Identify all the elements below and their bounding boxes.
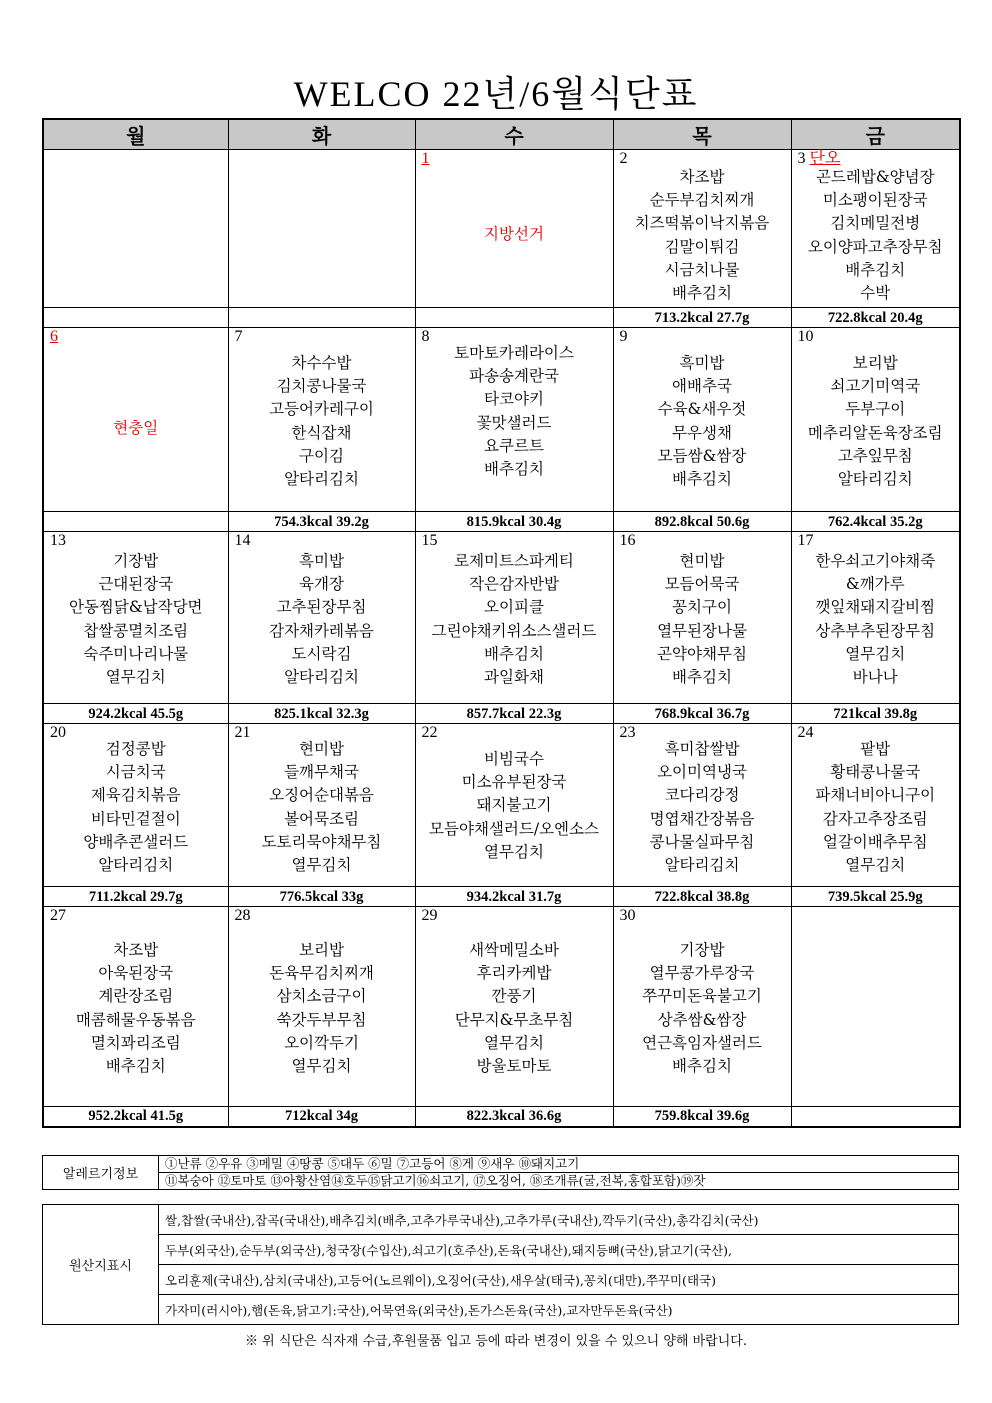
day-header-row xyxy=(43,119,960,150)
menu-item: 검정콩밥 xyxy=(105,740,166,758)
kcal-cell: 754.3kcal 39.2g xyxy=(228,512,415,532)
menu-item: 로제미트스파게티 xyxy=(454,552,574,570)
day-number: 13 xyxy=(50,532,66,549)
kcal-cell: 857.7kcal 22.3g xyxy=(415,704,613,724)
kcal-cell: 952.2kcal 41.5g xyxy=(43,1107,228,1127)
event-note: 현충일 xyxy=(113,419,159,437)
kcal-cell: 721kcal 39.8g xyxy=(791,704,960,724)
allergy-line-2: ⑪복숭아 ⑫토마토 ⑬아황산염⑭호두⑮닭고기⑯쇠고기, ⑰오징어, ⑱조개류(굴,전복,홍합포함)⑲잣 xyxy=(159,1173,959,1190)
menu-item: 메추리알돈육장조림 xyxy=(807,423,943,442)
menu-item: 고추된장무침 xyxy=(276,598,367,617)
menu-item: 돈육무김치찌개 xyxy=(269,964,374,983)
day-cell xyxy=(415,328,613,512)
menu-item: 차조밥 xyxy=(679,168,725,186)
menu-table xyxy=(42,118,961,1128)
menu-item: 미소유부된장국 xyxy=(461,773,567,792)
kcal-cell: 762.4kcal 35.2g xyxy=(791,512,960,532)
day-cell xyxy=(791,724,960,887)
day-cell xyxy=(791,328,960,512)
menu-item: 김말이튀김 xyxy=(664,237,740,256)
menu-item: 열무김치 xyxy=(105,668,166,687)
menu-item: 상추부추된장무침 xyxy=(815,621,936,640)
menu-item: 들깨무채국 xyxy=(284,763,359,782)
day-cell xyxy=(791,532,960,704)
menu-item: 수육&새우젓 xyxy=(657,400,747,419)
footnote: ※ 위 식단은 식자재 수급,후원물품 입고 등에 따라 변경이 있을 수 있으니 양해 바랍니다. xyxy=(245,1334,747,1349)
kcal-cell: 776.5kcal 33g xyxy=(228,887,415,907)
kcal-cell: 739.5kcal 25.9g xyxy=(791,887,960,907)
menu-items xyxy=(229,352,415,491)
day-cell xyxy=(43,532,228,704)
kcal-cell: 822.3kcal 36.6g xyxy=(415,1107,613,1127)
menu-item: 감자채카레볶음 xyxy=(269,621,374,640)
menu-item: 열무김치 xyxy=(291,1057,352,1076)
menu-item: 현미밥 xyxy=(679,552,725,570)
menu-item: 열무김치 xyxy=(845,644,906,663)
day-number: 1 xyxy=(421,150,430,167)
kcal-cell xyxy=(228,308,415,328)
menu-item: 흑미밥 xyxy=(679,354,725,372)
menu-item: 치즈떡볶이낙지볶음 xyxy=(634,214,770,233)
day-cell xyxy=(613,724,791,887)
menu-items xyxy=(416,550,613,689)
menu-item: &깨가루 xyxy=(845,575,905,594)
menu-item: 알타리김치 xyxy=(664,856,740,875)
menu-item: 기장밥 xyxy=(113,552,159,570)
day-cell xyxy=(228,907,415,1107)
menu-item: 구이김 xyxy=(299,446,344,465)
menu-item: 연근흑임자샐러드 xyxy=(642,1033,762,1052)
menu-item: 멸치꽈리조림 xyxy=(90,1033,181,1052)
menu-item: 쑥갓두부무침 xyxy=(276,1010,367,1029)
page-title: WELCO 22년/6월식단표 xyxy=(293,74,699,114)
menu-item: 곤약야채무침 xyxy=(657,644,747,663)
menu-item: 열무김치 xyxy=(291,856,352,875)
kcal-cell xyxy=(43,308,228,328)
origin-line-3: 오리훈제(국내산),삼치(국내산),고등어(노르웨이),오징어(국산),새우살(태국),꽁치(대만),쭈꾸미(태국) xyxy=(159,1265,959,1295)
week-row xyxy=(43,150,960,308)
kcal-cell: 934.2kcal 31.7g xyxy=(415,887,613,907)
allergy-line-1: ①난류 ②우유 ③메밀 ④땅콩 ⑤대두 ⑥밀 ⑦고등어 ⑧게 ⑨새우 ⑩돼지고기 xyxy=(159,1156,959,1173)
menu-item: 근대된장국 xyxy=(98,575,174,594)
day-cell xyxy=(791,907,960,1107)
menu-item: 배추김치 xyxy=(845,260,906,279)
menu-item: 열무김치 xyxy=(845,856,906,875)
menu-item: 안동찜닭&납작당면 xyxy=(68,598,203,617)
menu-item: 배추김치 xyxy=(672,284,732,303)
day-cell xyxy=(415,724,613,887)
menu-item: 파송송계란국 xyxy=(469,367,559,386)
menu-item: 요쿠르트 xyxy=(484,436,544,455)
day-cell xyxy=(228,150,415,308)
kcal-cell: 825.1kcal 32.3g xyxy=(228,704,415,724)
menu-item: 열무콩가루장국 xyxy=(649,964,755,983)
menu-item: 꽃맛샐러드 xyxy=(476,413,552,432)
menu-items xyxy=(614,550,791,689)
kcal-cell: 768.9kcal 36.7g xyxy=(613,704,791,724)
menu-item: 기장밥 xyxy=(679,941,725,959)
day-cell xyxy=(228,328,415,512)
menu-item: 무우생채 xyxy=(672,423,732,442)
menu-item: 알타리김치 xyxy=(837,470,913,489)
menu-item: 배추김치 xyxy=(484,644,544,663)
menu-item: 제육김치볶음 xyxy=(90,786,181,805)
origin-table xyxy=(42,1204,959,1325)
day-number: 2 xyxy=(619,150,628,167)
menu-items xyxy=(614,352,791,491)
day-cell xyxy=(43,724,228,887)
menu-item: 돼지불고기 xyxy=(476,796,552,815)
menu-item: 시금치나물 xyxy=(664,260,740,279)
day-cell xyxy=(613,150,791,308)
menu-item: 순두부김치찌개 xyxy=(649,191,755,210)
menu-item: 도시락김 xyxy=(291,644,352,663)
day-number: 28 xyxy=(234,907,251,924)
menu-item: 열무김치 xyxy=(484,1033,544,1052)
menu-item: 토마토카레라이스 xyxy=(454,344,574,362)
day-header-fri: 금 xyxy=(791,119,960,150)
menu-item: 오이미역냉국 xyxy=(657,763,747,782)
menu-item: 차수수밥 xyxy=(291,354,352,372)
menu-items xyxy=(44,939,228,1078)
holiday-label: 단오 xyxy=(809,150,841,167)
day-number: 20 xyxy=(50,724,66,741)
menu-item: 보리밥 xyxy=(299,941,344,959)
day-number: 17 xyxy=(797,532,814,549)
menu-item: 과일화채 xyxy=(484,668,544,687)
menu-item: 열무된장나물 xyxy=(657,621,747,640)
menu-items xyxy=(416,748,613,864)
menu-item: 고추잎무침 xyxy=(837,446,913,465)
menu-item: 파채너비아니구이 xyxy=(815,786,936,805)
kcal-cell xyxy=(415,308,613,328)
day-cell xyxy=(791,150,960,308)
menu-items xyxy=(792,550,960,689)
day-number: 27 xyxy=(50,907,66,924)
menu-item: 김치메밀전병 xyxy=(830,214,921,233)
origin-label: 원산지표시 xyxy=(43,1205,159,1325)
day-header-tue: 화 xyxy=(228,119,415,150)
menu-item: 배추김치 xyxy=(105,1057,166,1076)
kcal-cell xyxy=(43,512,228,532)
menu-item: 얼갈이배추무침 xyxy=(822,832,928,851)
day-cell xyxy=(43,907,228,1107)
menu-item: 타코야키 xyxy=(484,390,544,409)
day-cell xyxy=(613,907,791,1107)
day-number: 30 xyxy=(619,907,636,924)
menu-item: 작은감자반밥 xyxy=(469,575,559,594)
kcal-cell: 722.8kcal 38.8g xyxy=(613,887,791,907)
day-cell xyxy=(228,724,415,887)
day-number: 23 xyxy=(619,724,636,741)
day-number: 8 xyxy=(421,328,430,345)
menu-item: 쭈꾸미돈육불고기 xyxy=(642,987,762,1006)
menu-item: 삼치소금구이 xyxy=(276,987,367,1006)
kcal-cell: 759.8kcal 39.6g xyxy=(613,1107,791,1127)
menu-item: 찹쌀콩멸치조림 xyxy=(83,621,189,640)
menu-item: 오징어순대볶음 xyxy=(269,786,374,805)
menu-item: 배추김치 xyxy=(672,470,732,489)
day-cell xyxy=(415,532,613,704)
day-number: 29 xyxy=(421,907,438,924)
menu-items xyxy=(614,166,791,305)
kcal-row xyxy=(43,308,960,328)
day-number: 6 xyxy=(50,328,58,345)
kcal-row xyxy=(43,887,960,907)
origin-line-1: 쌀,찹쌀(국내산),잡곡(국내산),배추김치(배추,고추가루국내산),고추가루(국내산),깍두기(국산),총각김치(국산) xyxy=(159,1205,959,1235)
menu-item: 후리카케밥 xyxy=(476,964,552,983)
day-number: 15 xyxy=(421,532,438,549)
menu-item: 계란장조림 xyxy=(98,987,174,1006)
menu-item: 흑미찹쌀밥 xyxy=(664,740,740,758)
day-header-thu: 목 xyxy=(613,119,791,150)
menu-item: 쇠고기미역국 xyxy=(830,377,921,396)
menu-item: 흑미밥 xyxy=(299,552,344,570)
menu-item: 숙주미나리나물 xyxy=(83,644,189,663)
day-number: 14 xyxy=(234,532,251,549)
origin-line-2: 두부(외국산),순두부(외국산),청국장(수입산),쇠고기(호주산),돈육(국내산),돼지등뼈(국산),닭고기(국산), xyxy=(159,1235,959,1265)
menu-items xyxy=(229,550,415,689)
menu-item: 알타리김치 xyxy=(284,470,359,489)
menu-item: 바나나 xyxy=(852,668,898,687)
menu-item: 알타리김치 xyxy=(284,668,359,687)
menu-item: 황태콩나물국 xyxy=(830,763,921,782)
kcal-cell: 722.8kcal 20.4g xyxy=(791,308,960,328)
menu-item: 수박 xyxy=(860,284,891,303)
menu-item: 매콤해물우동볶음 xyxy=(75,1010,196,1029)
menu-item: 미소팽이된장국 xyxy=(822,191,928,210)
menu-item: 방울토마토 xyxy=(476,1057,552,1076)
menu-item: 모듬야채샐러드/오엔소스 xyxy=(429,819,599,838)
week-row xyxy=(43,532,960,704)
menu-item: 오이깍두기 xyxy=(284,1033,359,1052)
menu-item: 모듬어묵국 xyxy=(664,575,740,594)
day-cell xyxy=(415,150,613,308)
day-cell xyxy=(613,532,791,704)
kcal-row xyxy=(43,1107,960,1127)
kcal-row xyxy=(43,512,960,532)
menu-item: 현미밥 xyxy=(299,740,344,758)
menu-item: 배추김치 xyxy=(484,460,544,479)
menu-item: 코다리강정 xyxy=(664,786,740,805)
kcal-row xyxy=(43,704,960,724)
day-header-wed: 수 xyxy=(415,119,613,150)
week-row xyxy=(43,328,960,512)
day-number: 3 xyxy=(797,150,806,167)
menu-item: 비빔국수 xyxy=(484,750,544,768)
menu-item: 그린야채키위소스샐러드 xyxy=(431,621,597,640)
menu-item: 오이양파고추장무침 xyxy=(807,237,943,256)
day-number: 7 xyxy=(234,328,243,345)
menu-items xyxy=(416,342,613,481)
menu-item: 오이피클 xyxy=(484,598,544,617)
menu-item: 꽁치구이 xyxy=(672,598,732,617)
day-cell xyxy=(415,907,613,1107)
menu-item: 시금치국 xyxy=(105,763,166,782)
day-number xyxy=(229,150,415,168)
menu-item: 새싹메밀소바 xyxy=(469,941,559,959)
menu-item: 한우쇠고기야채죽 xyxy=(815,552,936,570)
menu-item: 곤드레밥&양념장 xyxy=(815,168,935,186)
menu-item: 두부구이 xyxy=(845,400,906,419)
menu-item: 콩나물실파무침 xyxy=(649,832,755,851)
day-cell xyxy=(228,532,415,704)
menu-items xyxy=(229,738,415,877)
menu-items xyxy=(229,939,415,1078)
menu-item: 차조밥 xyxy=(113,941,159,959)
menu-items xyxy=(792,166,960,305)
event-note: 지방선거 xyxy=(484,225,544,243)
menu-items xyxy=(44,550,228,689)
menu-items xyxy=(792,352,960,491)
allergy-table xyxy=(42,1155,959,1190)
day-cell xyxy=(43,328,228,512)
day-number xyxy=(44,150,228,168)
menu-item: 보리밥 xyxy=(852,354,898,372)
kcal-cell: 712kcal 34g xyxy=(228,1107,415,1127)
allergy-label: 알레르기정보 xyxy=(43,1156,159,1190)
kcal-cell: 713.2kcal 27.7g xyxy=(613,308,791,328)
menu-item: 육개장 xyxy=(299,575,344,594)
day-number: 9 xyxy=(619,328,628,345)
day-cell xyxy=(613,328,791,512)
day-cell xyxy=(43,150,228,308)
menu-item: 애배추국 xyxy=(672,377,732,396)
menu-items xyxy=(792,738,960,877)
week-row xyxy=(43,724,960,887)
menu-item: 깻잎채돼지갈비찜 xyxy=(815,598,936,617)
menu-items xyxy=(44,738,228,877)
origin-line-4: 가자미(러시아),햄(돈육,닭고기:국산),어묵연육(외국산),돈가스돈육(국산),교자만두돈육(국산) xyxy=(159,1295,959,1325)
menu-item: 단무지&무초무침 xyxy=(454,1010,574,1029)
menu-items xyxy=(614,939,791,1078)
day-number: 24 xyxy=(797,724,814,741)
menu-item: 상추쌈&쌈장 xyxy=(657,1010,747,1029)
day-number xyxy=(792,907,960,925)
menu-item: 한식잡채 xyxy=(291,423,352,442)
kcal-cell: 892.8kcal 50.6g xyxy=(613,512,791,532)
kcal-cell: 711.2kcal 29.7g xyxy=(43,887,228,907)
kcal-cell: 924.2kcal 45.5g xyxy=(43,704,228,724)
menu-item: 알타리김치 xyxy=(98,856,174,875)
kcal-cell xyxy=(791,1107,960,1127)
menu-item: 모듬쌈&쌈장 xyxy=(657,446,747,465)
day-number: 16 xyxy=(619,532,636,549)
menu-item: 아욱된장국 xyxy=(98,964,174,983)
menu-item: 열무김치 xyxy=(484,842,544,861)
week-row xyxy=(43,907,960,1107)
menu-item: 깐풍기 xyxy=(491,987,537,1006)
menu-item: 도토리묵야채무침 xyxy=(261,832,382,851)
day-number: 21 xyxy=(234,724,251,741)
menu-item: 양배추콘샐러드 xyxy=(83,832,189,851)
menu-items xyxy=(614,738,791,877)
day-header-mon: 월 xyxy=(43,119,228,150)
menu-items xyxy=(416,939,613,1078)
kcal-cell: 815.9kcal 30.4g xyxy=(415,512,613,532)
menu-item: 김치콩나물국 xyxy=(276,377,367,396)
menu-item: 팥밥 xyxy=(860,740,891,758)
menu-item: 비타민겉절이 xyxy=(90,809,181,828)
menu-item: 명엽채간장볶음 xyxy=(649,809,755,828)
menu-item: 배추김치 xyxy=(672,1057,732,1076)
menu-item: 볼어묵조림 xyxy=(284,809,359,828)
menu-item: 배추김치 xyxy=(672,668,732,687)
day-number: 10 xyxy=(797,328,814,345)
menu-item: 감자고추장조림 xyxy=(822,809,928,828)
day-number: 22 xyxy=(421,724,438,741)
menu-item: 고등어카레구이 xyxy=(269,400,374,419)
